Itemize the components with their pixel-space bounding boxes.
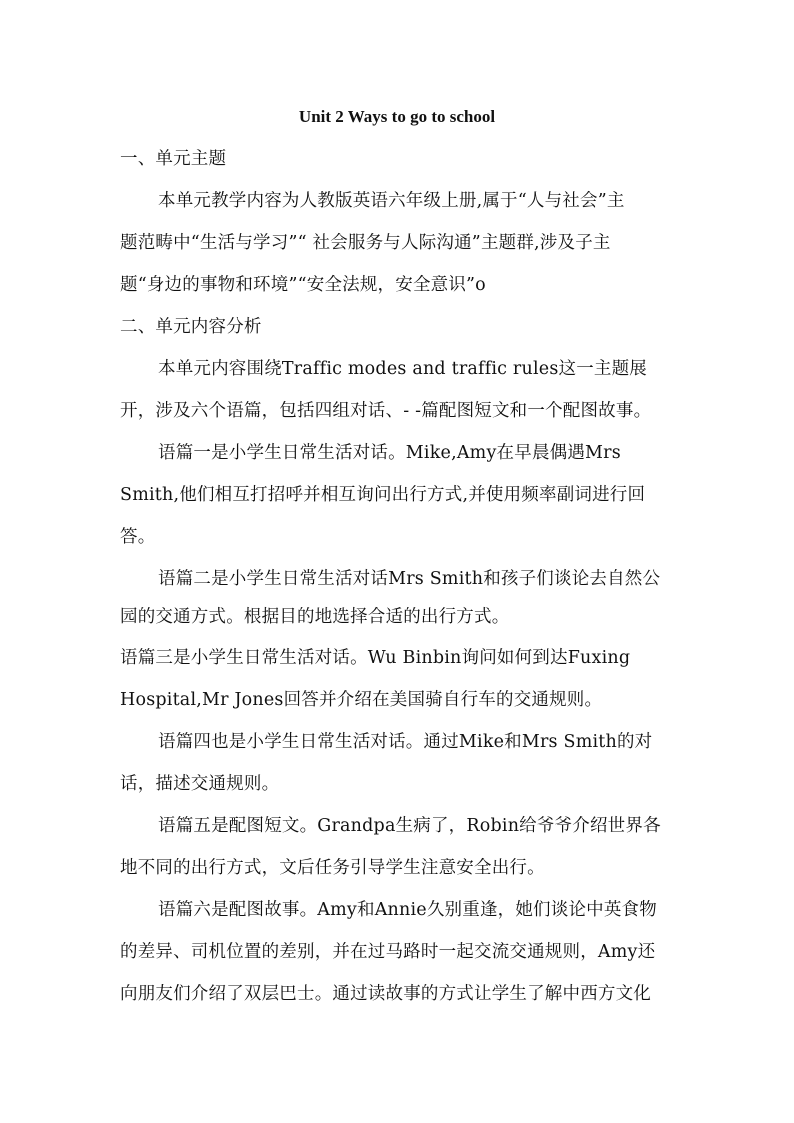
- paragraph-line: 本单元教学内容为人教版英语六年级上册,属于“人与社会”主: [158, 191, 625, 211]
- paragraph-line: 开，涉及六个语篇，包括四组对话、- -篇配图短文和一个配图故事。: [120, 401, 652, 421]
- paragraph-line: 语篇六是配图故事。Amy和Annie久别重逢，她们谈论中英食物: [158, 900, 657, 920]
- paragraph-line: Hospital,Mr Jones回答并介绍在美国骑自行车的交通规则。: [120, 690, 603, 710]
- paragraph-line: 的差异、司机位置的差别，并在过马路时一起交流交通规则，Amy还: [120, 942, 656, 962]
- document-title: Unit 2 Ways to go to school: [298, 107, 496, 126]
- section-heading-content-analysis: 二、单元内容分析: [120, 317, 262, 337]
- paragraph-line: 语篇四也是小学生日常生活对话。通过Mike和Mrs Smith的对: [158, 732, 653, 752]
- section-heading-unit-theme: 一、单元主题: [120, 149, 227, 169]
- paragraph-line: 向朋友们介绍了双层巴士。通过读故事的方式让学生了解中西方文化: [120, 984, 651, 1004]
- paragraph-line: 园的交通方式。根据目的地选择合适的出行方式。: [120, 607, 510, 627]
- paragraph-line: Smith,他们相互打招呼并相互询问出行方式,并使用频率副词进行回: [120, 485, 646, 505]
- paragraph-line: 语篇五是配图短文。Grandpa生病了，Robin给爷爷介绍世界各: [158, 816, 661, 836]
- paragraph-line: 本单元内容围绕Traffic modes and traffic rules这一主题展: [158, 359, 648, 379]
- paragraph-line: 答。: [120, 527, 156, 547]
- paragraph-line: 话，描述交通规则。: [120, 774, 280, 794]
- paragraph-line: 题范畴中“生活与学习”“ 社会服务与人际沟通”主题群,涉及子主: [120, 233, 611, 253]
- paragraph-line: 语篇一是小学生日常生活对话。Mike,Amy在早晨偶遇Mrs: [158, 443, 621, 463]
- paragraph-line: 语篇二是小学生日常生活对话Mrs Smith和孩子们谈论去自然公: [158, 569, 661, 589]
- paragraph-line: 地不同的出行方式，文后任务引导学生注意安全出行。: [120, 858, 545, 878]
- paragraph-line: 语篇三是小学生日常生活对话。Wu Binbin询问如何到达Fuxing: [120, 648, 631, 668]
- paragraph-line: 题“身边的事物和环境”“安全法规，安全意识”o: [120, 275, 486, 295]
